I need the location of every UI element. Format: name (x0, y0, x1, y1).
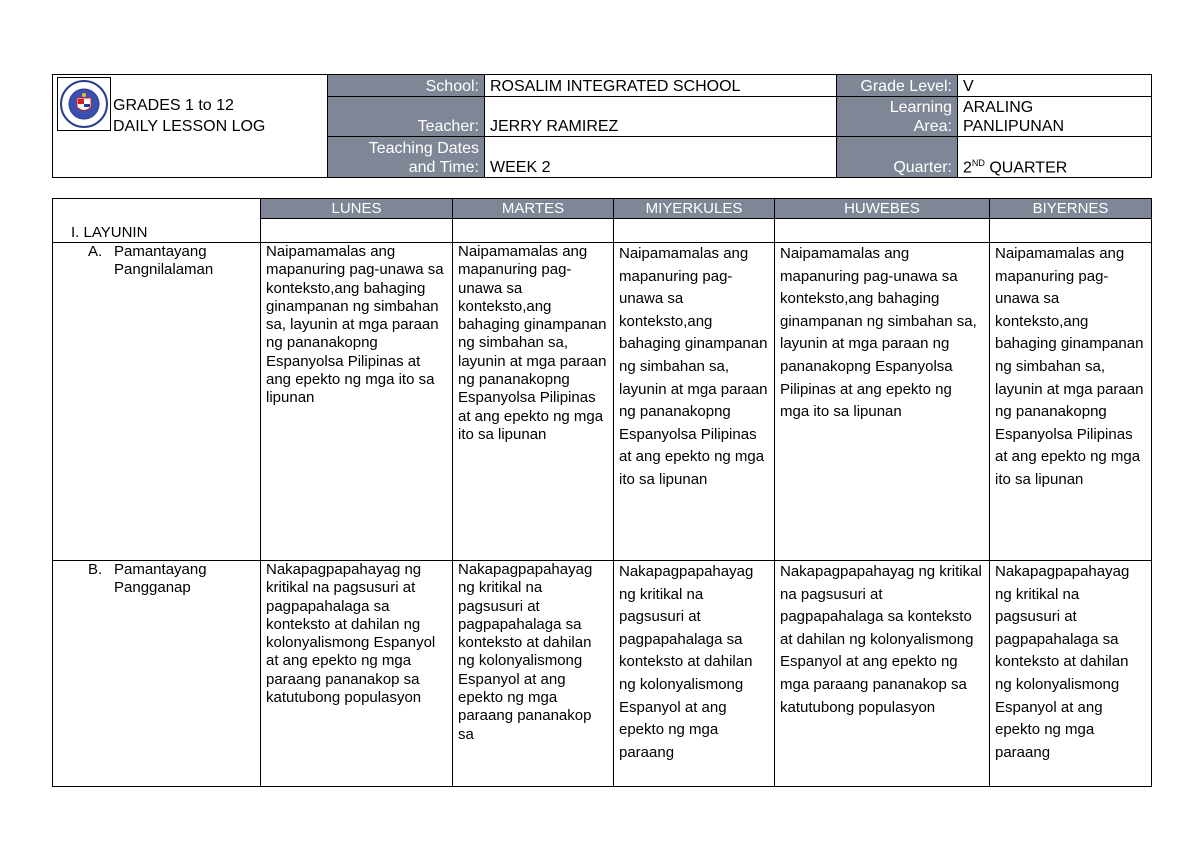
form-title (113, 95, 265, 137)
cell-text: Nakapagpapahayag ng kritikal na pagsusuri at pagpapahalaga sa konteksto at dahilan ng kolonyalismong Espanyol at ang epekto ng mga paraang pananakop sa katutubong populasyon (780, 563, 982, 716)
form-title-line1: GRADES 1 to 12 (113, 97, 234, 114)
empty-cell (990, 219, 1152, 243)
biyernes-cell (990, 243, 1152, 561)
row-label-line2: Pangganap (114, 579, 191, 597)
empty-cell (453, 219, 614, 243)
teacher-value: JERRY RAMIREZ (485, 97, 837, 137)
miyerkules-cell (614, 243, 775, 561)
lunes-cell (261, 561, 453, 787)
learning-area-label-line2: Area: (913, 118, 952, 135)
form-title-line2: DAILY LESSON LOG (113, 118, 266, 135)
quarter-suffix: ND (971, 157, 985, 168)
empty-cell (614, 219, 775, 243)
learning-area-value-line1: ARALING (963, 99, 1034, 116)
grade-level-label: Grade Level: (837, 75, 958, 97)
lesson-log-table (52, 198, 1152, 787)
logo-title-cell (53, 75, 328, 178)
learning-area-value-line2: PANLIPUNAN (963, 118, 1065, 135)
table-row (53, 561, 1152, 787)
cell-text: Naipamamalas ang mapanuring pag-unawa sa konteksto,ang bahaging ginampanan ng simbahan sa, layunin at mga paraan ng pananakopng Espanyolsa Pilipinas at ang epekto ng mga ito sa lipunan (619, 245, 768, 488)
quarter-text: QUARTER (984, 159, 1068, 176)
learning-area-value (958, 97, 1152, 137)
row-label-line2: Pangnilalaman (114, 261, 214, 279)
day-header-martes: MARTES (453, 199, 614, 219)
day-header-biyernes: BIYERNES (990, 199, 1152, 219)
quarter-value (958, 137, 1152, 178)
lunes-cell (261, 243, 453, 561)
huwebes-cell (775, 243, 990, 561)
day-header-lunes: LUNES (261, 199, 453, 219)
grade-level-value: V (958, 75, 1152, 97)
row-letter: B. (88, 561, 103, 578)
learning-area-label-line1: Learning (889, 99, 952, 116)
school-value: ROSALIM INTEGRATED SCHOOL (485, 75, 837, 97)
table-row (53, 243, 1152, 561)
biyernes-cell (990, 561, 1152, 787)
quarter-label: Quarter: (837, 137, 958, 178)
cell-text: Nakapagpapahayag ng kritikal na pagsusuri at pagpapahalaga sa konteksto at dahilan ng kolonyalismong Espanyol at ang epekto ng mga paraang pananakop sa (458, 561, 593, 743)
teacher-label: Teacher: (328, 97, 485, 137)
martes-cell (453, 561, 614, 787)
teaching-dates-label-line1: Teaching Dates (368, 140, 479, 157)
cell-text: Naipamamalas ang mapanuring pag-unawa sa konteksto,ang bahaging ginampanan ng simbahan sa, layunin at mga paraan ng pananakopng Espanyolsa Pilipinas at ang epekto ng mga ito sa lipunan (266, 243, 444, 407)
school-label: School: (328, 75, 485, 97)
header-table (52, 74, 1152, 178)
deped-seal-logo (57, 77, 111, 131)
day-header-miyerkules: MIYERKULES (614, 199, 775, 219)
miyerkules-cell (614, 561, 775, 787)
day-header-huwebes: HUWEBES (775, 199, 990, 219)
teaching-dates-value: WEEK 2 (485, 137, 837, 178)
row-label-pamantayang-pangganap (53, 561, 261, 787)
cell-text: Nakapagpapahayag ng kritikal na pagsusuri at pagpapahalaga sa konteksto at dahilan ng kolonyalismong Espanyol at ang epekto ng mga paraang (995, 563, 1130, 761)
row-label-line1: Pamantayang (114, 243, 207, 260)
cell-text: Naipamamalas ang mapanuring pag-unawa sa konteksto,ang bahaging ginampanan ng simbahan sa, layunin at mga paraan ng pananakopng Espanyolsa Pilipinas at ang epekto ng mga ito sa lipunan (780, 245, 977, 421)
learning-area-label (837, 97, 958, 137)
teaching-dates-label-line2: and Time: (408, 159, 479, 176)
quarter-number: 2 (963, 159, 972, 176)
teaching-dates-label (328, 137, 485, 178)
row-label-pamantayang-pangnilalaman (53, 243, 261, 561)
section-title-layunin: I. LAYUNIN (53, 199, 261, 243)
cell-text: Naipamamalas ang mapanuring pag-unawa sa konteksto,ang bahaging ginampanan ng simbahan sa, layunin at mga paraan ng pananakopng Espanyolsa Pilipinas at ang epekto ng mga ito sa lipunan (995, 245, 1144, 488)
row-label-line1: Pamantayang (114, 561, 207, 578)
cell-text: Nakapagpapahayag ng kritikal na pagsusuri at pagpapahalaga sa konteksto at dahilan ng kolonyalismong Espanyol at ang epekto ng mga paraang (619, 563, 754, 761)
martes-cell (453, 243, 614, 561)
empty-cell (775, 219, 990, 243)
huwebes-cell (775, 561, 990, 787)
cell-text: Naipamamalas ang mapanuring pag-unawa sa konteksto,ang bahaging ginampanan ng simbahan sa, layunin at mga paraan ng pananakopng Espanyolsa Pilipinas at ang epekto ng mga ito sa lipunan (458, 243, 607, 443)
cell-text: Nakapagpapahayag ng kritikal na pagsusuri at pagpapahalaga sa konteksto at dahilan ng kolonyalismong Espanyol at ang epekto ng mga paraang pananakop sa katutubong populasyon (266, 561, 436, 707)
row-letter: A. (88, 243, 103, 260)
empty-cell (261, 219, 453, 243)
